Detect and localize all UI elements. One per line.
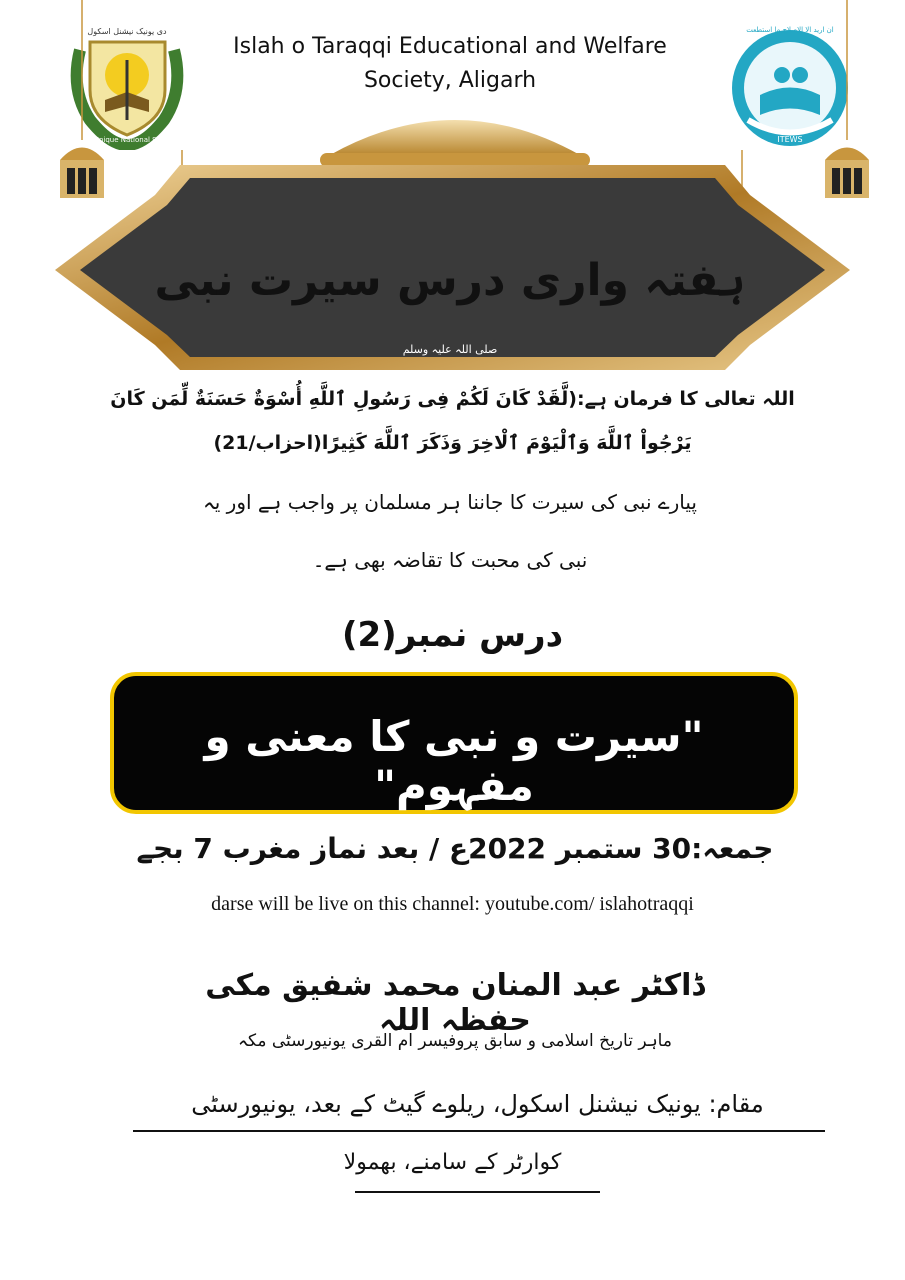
date-time: جمعہ:30 ستمبر 2022ع / بعد نماز مغرب 7 بجے	[136, 832, 774, 865]
live-channel-note: darse will be live on this channel: youtube.com/ islahotraqqi	[211, 893, 694, 915]
lesson-number: درس نمبر(2)	[341, 615, 564, 655]
school-logo-text: The Unique National School	[78, 136, 176, 144]
speaker-description: ماہر تاریخ اسلامی و سابق پروفیسر ام القری یونیورسٹی مکہ	[238, 1031, 672, 1051]
society-logo-urdu: ان ارید الا الاصلاح ما استطعت	[746, 26, 834, 34]
school-logo-urdu: دی یونیک نیشنل اسکول	[87, 27, 167, 36]
lesson-topic: "سیرت و نبی کا معنی و مفہوم"	[204, 712, 704, 810]
society-logo-text: ITEWS	[777, 135, 803, 144]
venue-line-2: کوارٹر کے سامنے، بھمولا	[343, 1150, 562, 1175]
venue-underline-2	[355, 1191, 600, 1193]
organization-name	[190, 30, 710, 98]
venue-line-1: مقام: یونیک نیشنل اسکول، ریلوے گیٹ کے بعد، یونیورسٹی	[191, 1090, 764, 1118]
verse-line-1: اللہ تعالی کا فرمان ہے:(لَّقَدْ كَانَ لَكُمْ فِى رَسُولِ ٱللَّهِ أُسْوَةٌ حَسَنَةٌ لِّمَن كَانَ	[110, 388, 795, 410]
venue-underline-1	[133, 1130, 825, 1132]
org-line-1: Islah o Taraqqi Educational and Welfare	[233, 34, 667, 59]
banner-subtitle: صلی اللہ علیہ وسلم	[402, 343, 498, 356]
speaker-name: ڈاکٹر عبد المنان محمد شفیق مکی حفظہ اللہ	[205, 968, 705, 1038]
org-line-2: Society, Aligarh	[363, 68, 537, 93]
banner-title: ہفتہ واری درس سیرت نبی	[154, 255, 746, 306]
intro-line-1: پیارے نبی کی سیرت کا جاننا ہر مسلمان پر واجب ہے اور یہ	[203, 490, 697, 514]
verse-line-2: يَرْجُواْ ٱللَّهَ وَٱلْيَوْمَ ٱلْاخِرَ وَذَكَرَ ٱللَّهَ كَثِيرًا(احزاب/21)	[213, 432, 692, 454]
intro-line-2: نبی کی محبت کا تقاضہ بھی ہے۔	[312, 548, 588, 572]
dome-icon	[310, 95, 600, 170]
